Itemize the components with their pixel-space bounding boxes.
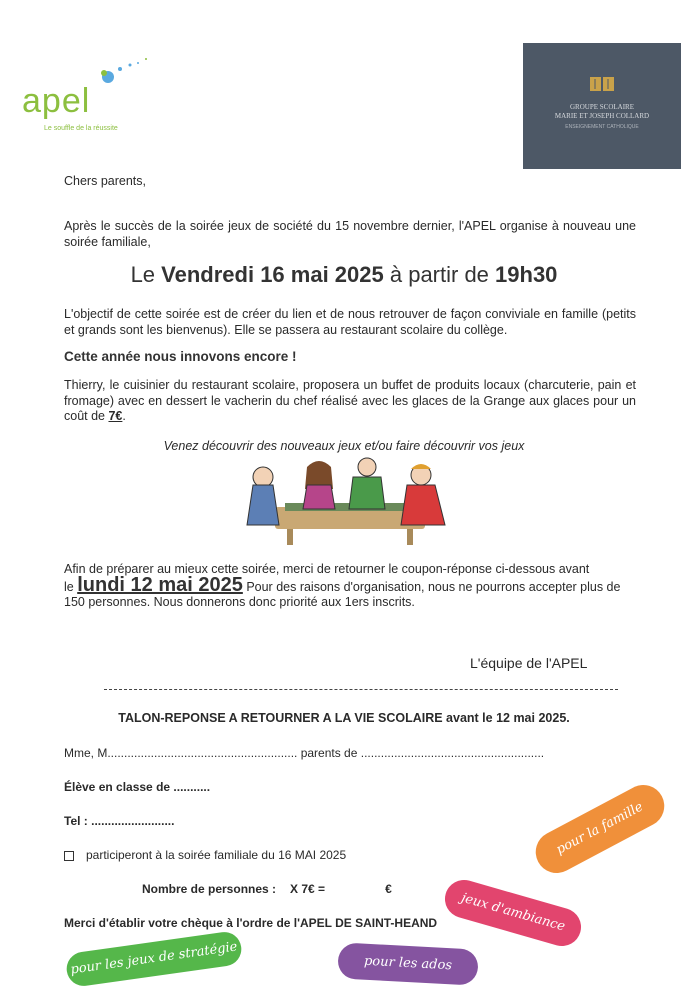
greeting: Chers parents, (64, 174, 146, 188)
tag-strategie: pour les jeux de stratégie (64, 930, 243, 988)
apel-tagline: Le souffle de la réussite (44, 125, 118, 132)
objective-paragraph: L'objectif de cette soirée est de créer du lien et de nous retrouver de façon conviviale en famille (petits et grands sont les bienvenus). Elle se passera au restaurant scolaire du collège. (64, 307, 636, 337)
buffet-paragraph: Thierry, le cuisinier du restaurant scolaire, proposera un buffet de produits locaux (charcuterie, pain et fromage) avec en dessert le vacherin du chef réalisé avec les glaces de la Grange aux glaces pour un coût de 7€. (64, 378, 636, 423)
school-logo (523, 43, 681, 169)
signature: L'équipe de l'APEL (470, 655, 588, 671)
tag-ambiance: jeux d'ambiance (440, 875, 585, 950)
book-icon (589, 75, 615, 93)
tel-field: Tel : ......................... (64, 814, 175, 828)
school-name-line3: ENSEIGNEMENT CATHOLIQUE (565, 124, 639, 130)
tag-famille: pour la famille (528, 778, 671, 881)
participate-checkbox[interactable] (64, 851, 74, 861)
cut-line (104, 689, 618, 690)
board-game-illustration (235, 455, 467, 547)
invite-line: Venez découvrir des nouveaux jeux et/ou faire découvrir vos jeux (163, 439, 525, 453)
talon-title: TALON-REPONSE A RETOURNER A LA VIE SCOLAIRE avant le 12 mai 2025. (118, 711, 570, 725)
participate-row: participeront à la soirée familiale du 16 MAI 2025 (64, 848, 346, 862)
intro-paragraph: Après le succès de la soirée jeux de société du 15 novembre dernier, l'APEL organise à nouveau une soirée familiale, (64, 219, 636, 249)
deadline-date: lundi 12 mai 2025 (77, 573, 243, 596)
cheque-line: Merci d'établir votre chèque à l'ordre de l'APEL DE SAINT-HEAND (64, 916, 438, 930)
prepare-paragraph: Afin de préparer au mieux cette soirée, merci de retourner le coupon-réponse ci-dessous avant le lundi 12 mai 2025 Pour des raisons d'organisation, nous ne pourrons accepter plus de 150 personnes. Nous donnerons donc priorité aux 1ers inscrits. (64, 562, 621, 609)
class-field: Élève en classe de ........... (64, 780, 211, 794)
apel-logo-text: apel (22, 82, 91, 120)
persons-row: Nombre de personnes : X 7€ = € (142, 882, 392, 896)
event-headline: Le Vendredi 16 mai 2025 à partir de 19h30 (130, 262, 558, 287)
dandelion-icon (90, 55, 160, 95)
school-name-line2: MARIE ET JOSEPH COLLARD (554, 112, 650, 120)
buffet-price: 7€ (108, 409, 123, 423)
school-name-line1: GROUPE SCOLAIRE (570, 103, 634, 111)
innovation-heading: Cette année nous innovons encore ! (64, 349, 297, 364)
tag-ados: pour les ados (337, 942, 479, 985)
parents-field: Mme, M......................................................... parents de ....................................................... (64, 746, 545, 760)
